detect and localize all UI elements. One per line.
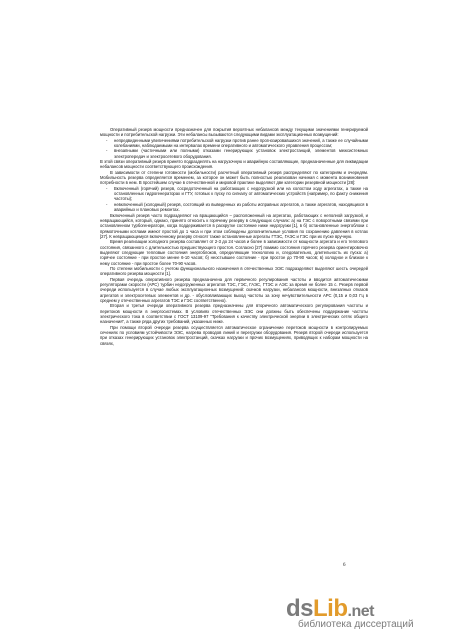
paragraph: При помощи второй очереди резерва осуществляется автоматическое ограничение перетоков мощности в контролируемых сечениях по условиям устойчивости ЭЭС, нагрева проводов линий и перегрузки оборудования. Резерв второй очереди используется при отказах генерирующих установок электростанций, скачках нагрузки и прочих возмущениях, приводящих к наборам мощности на связях,: [100, 324, 368, 346]
bullet-item: - непредвиденными увеличениями потребительской нагрузки против ранее прогнозировавшихся значений, а также ее случайными колебаниями, наблюдаемыми на интервалах времени оперативного и автоматического управления процессом;: [106, 137, 368, 149]
paragraph: В этой связи оперативный резерв принято подразделять на нагрузочную и аварийную составляющие, предназначенные для ликвидации небалансов мощности соответствующего происхождения.: [100, 159, 368, 170]
logo-wordmark: dsLib.net: [286, 595, 374, 622]
paragraph: Включенный резерв часто подразделяют на вращающийся – расположенный на агрегатах, работающих с неполной загрузкой, и невращающийся, который, однако, принято относить к горячему резерву в следующих случаях: а) на ГЭС с поворотными связями при остановленном турбогенераторе, когда поддерживается в раскрутке состояние ниже недогрузки [1], в б) остановленные энергоблоки с прямоточными котлами имеют простой до 1 часа и при этом соблюдены дополнительные условия по сохранению давления в котлах [27]. К невращающемуся включенному резерву относят также остановленные агрегаты ГТЭС, ГАЭС и ГЭС при их пуске вручную.: [100, 212, 368, 239]
bullet-item: - внезапными (частичными или полными) отказами генерирующих установок электростанций, элементов межсистемных электропередач и электросетевого оборудования.: [106, 148, 368, 159]
paragraph: Оперативный резерв мощности предназначен для покрытия вероятных небалансов между текущими значениями генерируемой мощности и потребительской нагрузки. Эти небалансы вызываются следующими видами эксплуатационных возмущений:: [100, 127, 368, 138]
paragraph: Вторая и третья очереди оперативного резерва предназначены для вторичного автоматического регулирования частоты и перетоков мощности в энергосистемах. В условиях отечественных ЭЭС они должны быть обеспечены поддержание частоты электрического тока в соответствии с ГОСТ 13109-97 "Требования к качеству электрической энергии в электрических сетях общего назначения", а также ряда других требований, указанных ниже.: [100, 303, 368, 325]
paragraph: По степени мобильности с учетом функционального назначения в отечественных ЭЭС подразделяют выделяют шесть очередей оперативного резерва мощности [1].: [100, 265, 368, 277]
body-text: [100, 127, 368, 346]
paragraph: Первая очередь оперативного резерва предназначена для первичного регулирования частоты и вводится автоматическими регуляторами скорости (АРС) турбин недогруженных агрегатов ТЭС, ГЭС, ГАЭС, ГТЭС и АЭС за время не более 15 с. Резерв первой очереди используется в случае любых эксплуатационных возмущений: скачков нагрузки, небалансов мощности, внезапных отказов агрегатов и электросетевых элементов и др. - обусловливающих выход частоты за зону нечувствительности АРС (0,15 и 0,03 Гц в среднем у отечественных агрегатов ТЭС и ГЭС соответственно).: [100, 276, 368, 303]
bullet-item: - Включенный (горячий) резерв, сосредоточенный на работающих с недогрузкой или на холостом ходу агрегатах, а также на остановленных гидрогенераторах и ГТУ, готовых к пуску по сигналу от автоматических устройств (например, по факту снижения частоты);: [106, 185, 368, 202]
logo-subtitle: библиотека диссертаций: [298, 619, 414, 630]
paragraph: Время реализации холодного резерва составляет от 2-3 до 24 часов и более в зависимости от мощности агрегата и его теплового состояния, связанного с длительностью предшествующего простоя. Согласно [27] помимо состояния горячего резерва ориентировочно выделяют следующие тепловые состояния энергоблоков, определяющие технологию и, следовательно, длительность их пуска: а) горячее состояние - при простое менее 6-10 часов; б) неостывшее состояние - при простое до 70-90 часов; в) холодное и близкое к нему состояние - при простое более 70-90 часов.: [100, 239, 368, 266]
bullet-item: - невключенный (холодный) резерв, состоящий из выведенных из работы исправных агрегатов, а также агрегатов, находящихся в аварийных и плановых ремонтах.: [106, 201, 368, 213]
paragraph: В зависимости от степени готовности (мобильности) расчетный оперативный резерв распределяют по категориям и очередям. Мобильность резерва определяется временем, за которое он может быть полностью реализован начиная с момента возникновения потребности в нем. В простейшем случае в отечественной и мировой практике выделяют две категории резервной мощности [28]:: [100, 169, 368, 186]
watermark-logo[interactable]: [286, 595, 436, 629]
page-number: 6: [343, 563, 346, 568]
